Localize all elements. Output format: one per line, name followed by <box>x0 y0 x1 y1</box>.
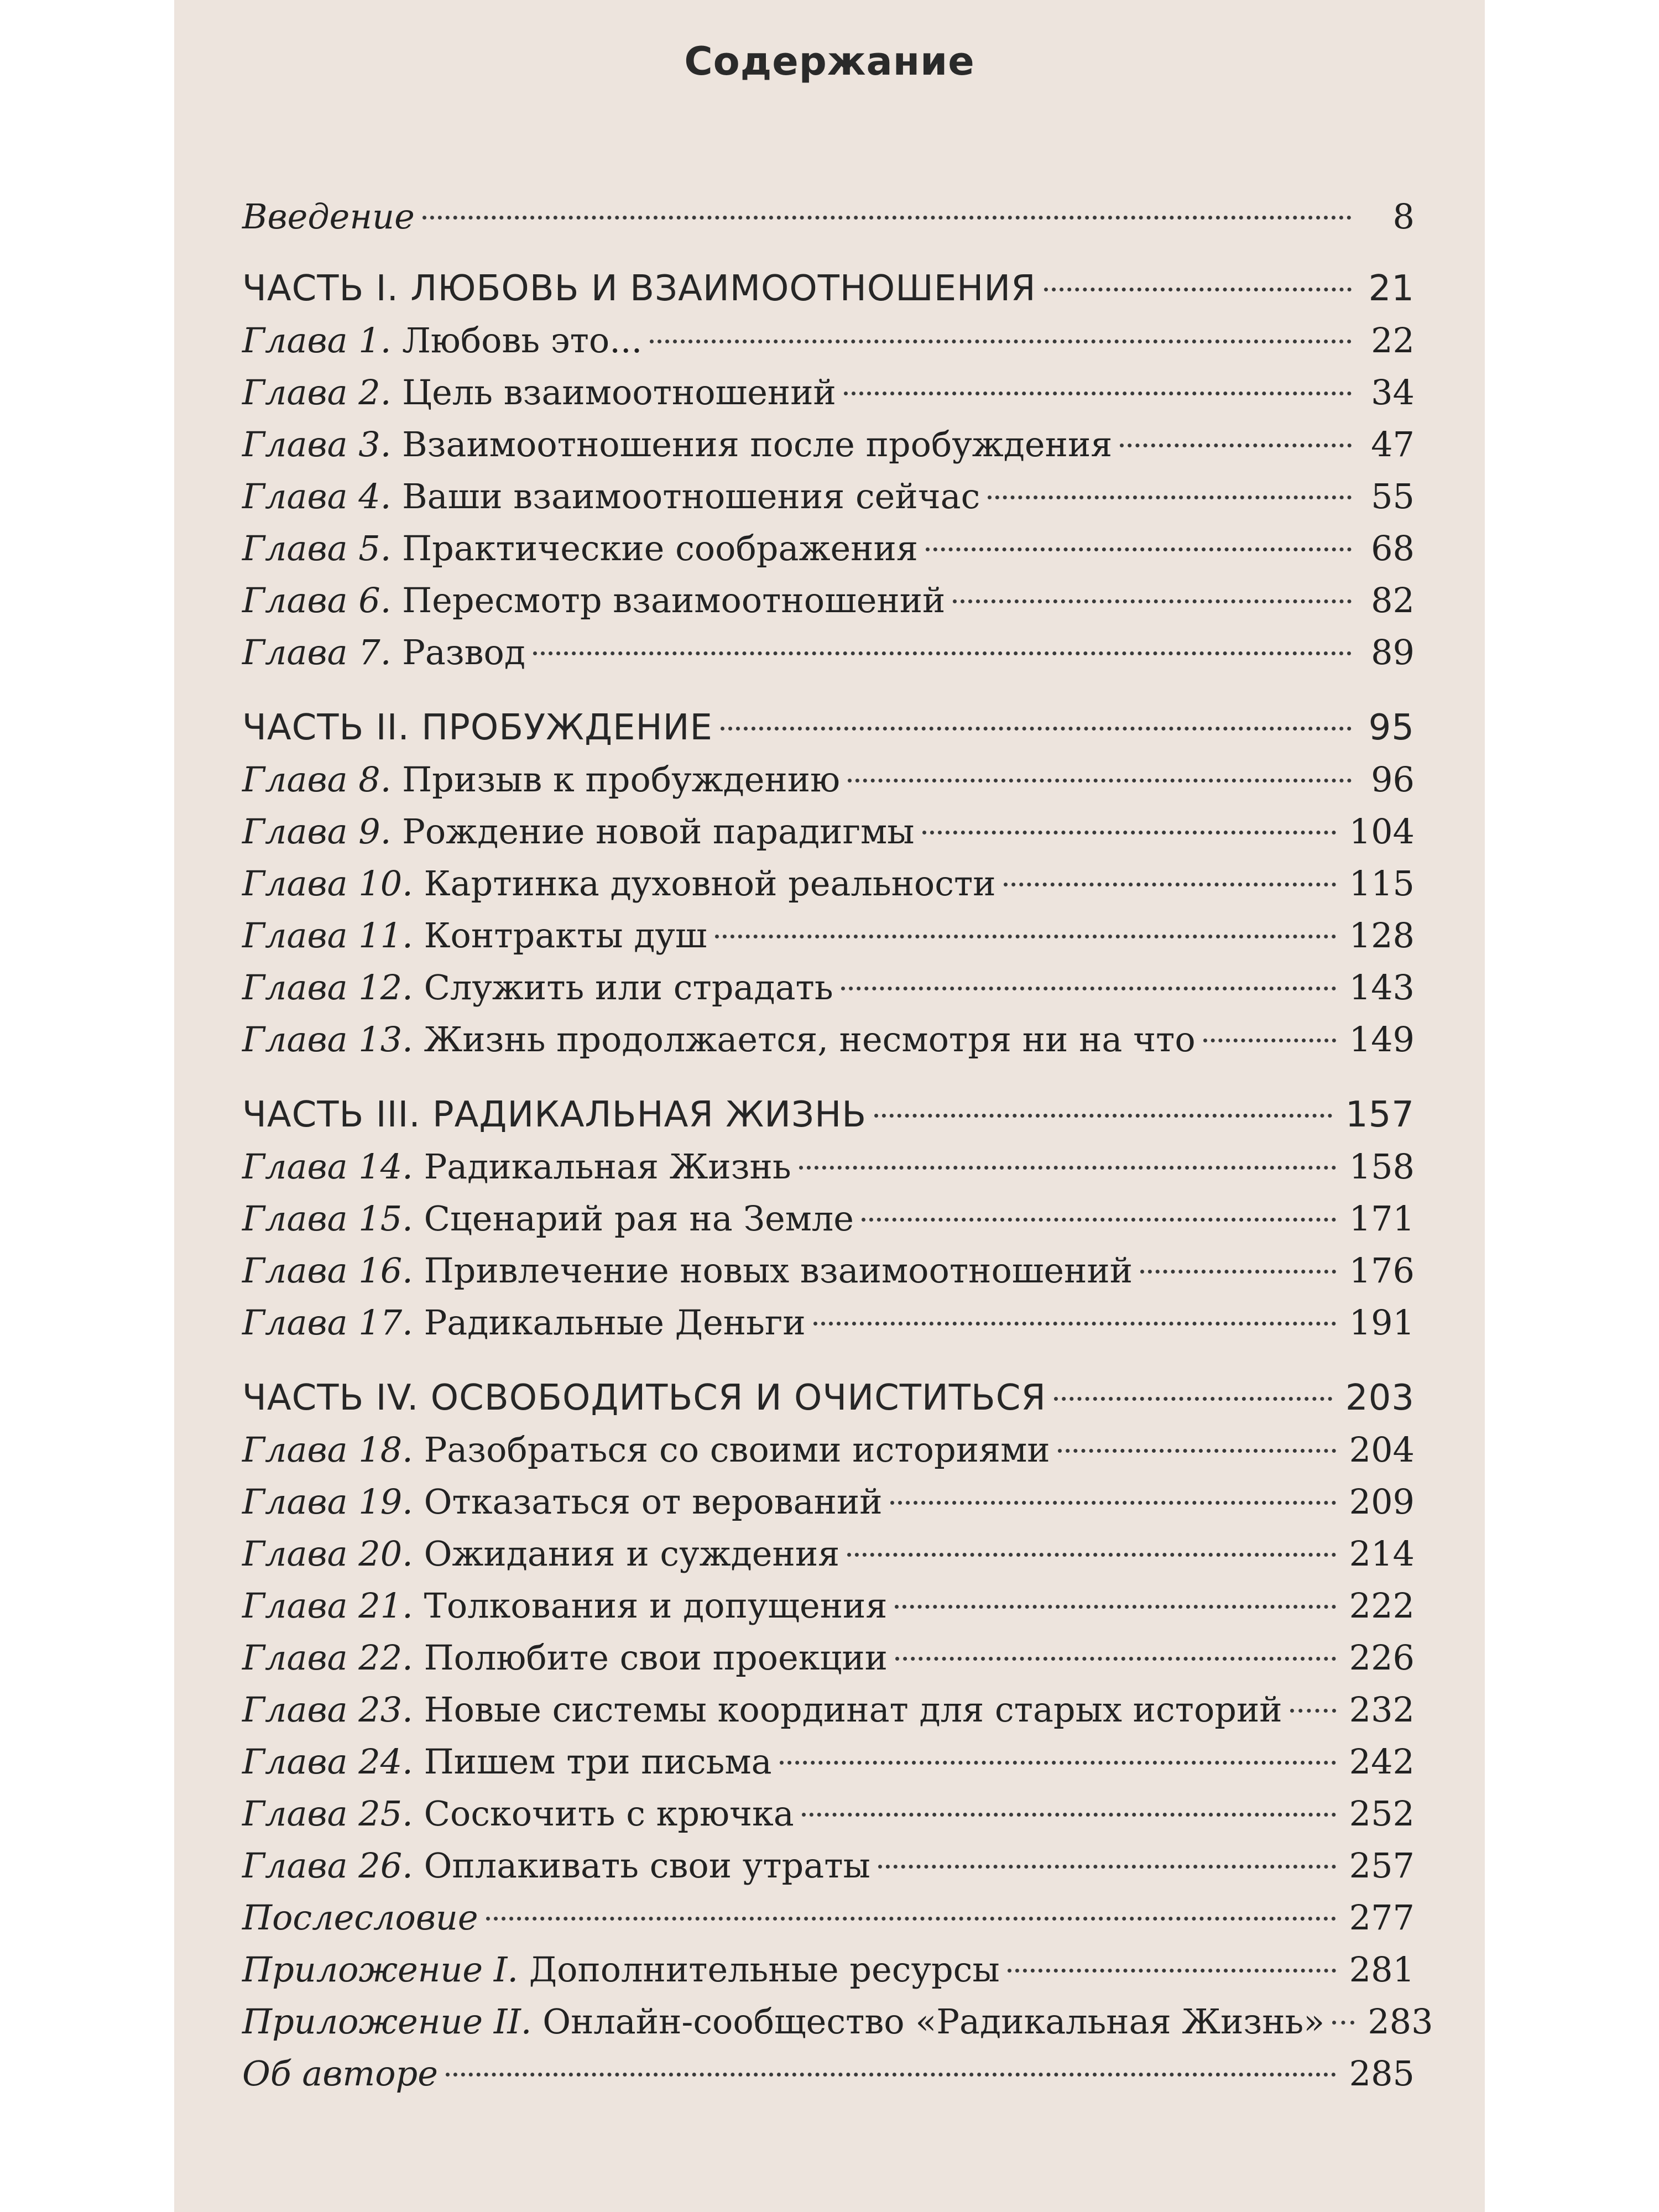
toc-entry-title <box>242 858 996 910</box>
toc-entry-title <box>242 575 945 627</box>
toc-entry-label: Глава 6. <box>242 580 392 620</box>
toc-entry-name: Оплакивать свои утраты <box>413 1845 870 1886</box>
toc-part-heading <box>242 263 1415 315</box>
toc-entry <box>242 1944 1415 1996</box>
toc-page-number: 226 <box>1349 1637 1415 1678</box>
toc-entry-title <box>242 1944 1000 1996</box>
toc-entry-title <box>242 1245 1133 1297</box>
toc-entry-name: Контракты душ <box>413 915 707 956</box>
toc-entry <box>242 1996 1433 2048</box>
toc-entry <box>242 1297 1415 1349</box>
toc-entry-label: Глава 9. <box>242 811 392 852</box>
toc-entry-label: Глава 8. <box>242 759 392 800</box>
toc-entry-name: Ваши взаимоотношения сейчас <box>391 476 980 517</box>
toc-entry-label: Глава 5. <box>242 528 392 568</box>
toc-entry-title <box>242 191 415 243</box>
toc-entry-name: Рождение новой парадигмы <box>391 811 915 852</box>
toc-entry-title <box>242 806 915 858</box>
toc-entry-label: Глава 21. <box>242 1585 413 1626</box>
toc-entry-label: Приложение II. <box>242 2001 532 2042</box>
toc-entry-label: Глава 7. <box>242 632 392 672</box>
dot-leader <box>953 599 1352 603</box>
toc-entry-title <box>242 1476 883 1528</box>
toc-page-number: 143 <box>1349 967 1415 1008</box>
toc-entry-title <box>242 2048 438 2100</box>
toc-page-number: 82 <box>1371 580 1415 620</box>
toc-entry-title <box>242 1684 1282 1736</box>
toc-entry-name: Взаимоотношения после пробуждения <box>391 424 1113 465</box>
dot-leader <box>1332 2021 1354 2025</box>
toc-page-number: 55 <box>1371 476 1415 517</box>
toc-page-number: 68 <box>1371 528 1415 568</box>
toc-entry-name: Жизнь продолжается, несмотря ни на что <box>413 1019 1196 1060</box>
dot-leader <box>988 495 1352 499</box>
toc-entry-name: Любовь это... <box>391 320 643 361</box>
toc-entry-name: Новые системы координат для старых историй <box>413 1689 1282 1730</box>
toc-entry-name: Радикальная Жизнь <box>413 1146 791 1187</box>
toc-entry-name: Пишем три письма <box>413 1741 772 1782</box>
toc-page-number: 158 <box>1349 1146 1415 1187</box>
dot-leader <box>848 779 1352 782</box>
dot-leader <box>1203 1039 1336 1042</box>
toc-entry-name: Полюбите свои проекции <box>413 1637 888 1678</box>
toc-entry-name: Сценарий рая на Земле <box>413 1198 854 1239</box>
toc-entry <box>242 1476 1415 1528</box>
toc-entry <box>242 858 1415 910</box>
toc-entry-title <box>242 910 707 962</box>
toc-page-number: 171 <box>1349 1198 1415 1239</box>
toc-entry <box>242 191 1415 243</box>
toc-page-number: 204 <box>1349 1430 1415 1470</box>
toc-entry-name: Картинка духовной реальности <box>413 863 996 904</box>
dot-leader <box>422 216 1352 220</box>
toc-page-number: 96 <box>1371 759 1415 800</box>
toc-entry-name: Служить или страдать <box>413 967 833 1008</box>
dot-leader <box>813 1322 1336 1326</box>
toc-page-number: 22 <box>1371 320 1415 361</box>
toc-page-number: 285 <box>1349 2053 1415 2094</box>
toc-entry-title <box>242 1736 772 1788</box>
toc-entry-title <box>242 1014 1196 1066</box>
toc-entry-title <box>242 1632 888 1684</box>
toc-entry-name: Ожидания и суждения <box>413 1533 840 1574</box>
toc-entry-label: Глава 16. <box>242 1250 413 1291</box>
toc-entry-title <box>242 471 980 523</box>
toc-entry <box>242 1580 1415 1632</box>
dot-leader <box>1290 1709 1336 1713</box>
dot-leader <box>895 1605 1335 1609</box>
toc-entry-title <box>242 1141 791 1193</box>
toc-page-number: 128 <box>1349 915 1415 956</box>
toc-entry <box>242 754 1415 806</box>
toc-entry-title <box>242 1528 839 1580</box>
toc-entry-label: Глава 19. <box>242 1481 413 1522</box>
toc-entry <box>242 1788 1415 1840</box>
toc-page-number: 47 <box>1371 424 1415 465</box>
toc-entry-title <box>242 1580 887 1632</box>
dot-leader <box>878 1865 1336 1869</box>
dot-leader <box>721 727 1352 731</box>
toc-entry <box>242 1245 1415 1297</box>
toc-entry-label: Об авторе <box>242 2053 438 2094</box>
toc-entry-label: Глава 24. <box>242 1741 413 1782</box>
dot-leader <box>533 651 1352 655</box>
toc-entry-name: Толкования и допущения <box>413 1585 888 1626</box>
dot-leader <box>895 1657 1336 1661</box>
dot-leader <box>862 1218 1336 1222</box>
toc-part-title: ЧАСТЬ I. ЛЮБОВЬ И ВЗАИМООТНОШЕНИЯ <box>242 268 1036 309</box>
toc-page-number: 21 <box>1368 268 1415 309</box>
toc-entry-name: Цель взаимоотношений <box>391 372 836 413</box>
toc-page-number: 34 <box>1371 372 1415 413</box>
toc-entry <box>242 471 1415 523</box>
toc-entry-title <box>242 367 836 419</box>
dot-leader <box>1008 1969 1336 1973</box>
toc-entry <box>242 627 1415 679</box>
toc-entry <box>242 523 1415 575</box>
toc-entry-title <box>242 315 642 367</box>
toc-entry-name: Развод <box>391 632 526 672</box>
toc-entry-name: Практические соображения <box>391 528 918 568</box>
toc-entry-label: Глава 2. <box>242 372 392 413</box>
toc-page-number: 214 <box>1349 1533 1415 1574</box>
toc-entry-title <box>242 1193 854 1245</box>
toc-entry <box>242 367 1415 419</box>
toc-entry <box>242 962 1415 1014</box>
toc-entry-name: Призыв к пробуждению <box>391 759 841 800</box>
dot-leader <box>847 1553 1335 1557</box>
toc-entry-name: Дополнительные ресурсы <box>518 1949 1000 1990</box>
toc-entry-label: Глава 4. <box>242 476 392 517</box>
toc-entry <box>242 1141 1415 1193</box>
toc-page-number: 222 <box>1349 1585 1415 1626</box>
toc-page-number: 281 <box>1349 1949 1415 1990</box>
toc-page-number: 203 <box>1345 1378 1415 1418</box>
toc-entry <box>242 806 1415 858</box>
toc-entry-title <box>242 1996 1324 2048</box>
toc-page-number: 232 <box>1349 1689 1415 1730</box>
dot-leader <box>715 935 1336 938</box>
toc-page-number: 191 <box>1349 1302 1415 1343</box>
toc-entry <box>242 1892 1415 1944</box>
toc-entry <box>242 910 1415 962</box>
dot-leader <box>1004 883 1336 886</box>
toc-part-title: ЧАСТЬ III. РАДИКАЛЬНАЯ ЖИЗНЬ <box>242 1094 867 1135</box>
toc-entry-name: Привлечение новых взаимоотношений <box>413 1250 1133 1291</box>
dot-leader <box>650 340 1352 343</box>
toc-page-number: 95 <box>1368 707 1415 748</box>
toc-page-number: 209 <box>1349 1481 1415 1522</box>
toc-entry-title <box>242 1788 794 1840</box>
dot-leader <box>890 1501 1336 1505</box>
toc-entry-label: Глава 1. <box>242 320 392 361</box>
toc-entry-label: Глава 11. <box>242 915 413 956</box>
dot-leader <box>844 392 1352 395</box>
dot-leader <box>446 2073 1336 2077</box>
toc-entry-name: Пересмотр взаимоотношений <box>391 580 946 620</box>
dot-leader <box>922 831 1336 834</box>
toc-entry-label: Глава 15. <box>242 1198 413 1239</box>
toc-entry <box>242 575 1415 627</box>
toc-entry-name: Онлайн-сообщество «Радикальная Жизнь» <box>531 2001 1325 2042</box>
dot-leader <box>926 547 1352 551</box>
toc-page-number: 157 <box>1345 1094 1415 1135</box>
dot-leader <box>486 1917 1336 1921</box>
toc-entry <box>242 1632 1415 1684</box>
toc-page-number: 149 <box>1349 1019 1415 1060</box>
toc-entry-label: Послесловие <box>242 1897 478 1938</box>
toc-entry-title <box>242 962 833 1014</box>
dot-leader <box>1120 444 1352 447</box>
book-page <box>174 0 1485 2212</box>
dot-leader <box>874 1114 1332 1118</box>
toc-entry-label: Глава 26. <box>242 1845 413 1886</box>
toc-part-heading <box>242 1372 1415 1424</box>
toc-entry <box>242 419 1415 471</box>
dot-leader <box>1044 288 1352 291</box>
toc-entry-label: Глава 18. <box>242 1430 413 1470</box>
toc-entry-name: Соскочить с крючка <box>413 1793 794 1834</box>
toc-entry-label: Глава 10. <box>242 863 413 904</box>
toc-entry <box>242 1736 1415 1788</box>
toc-page-number: 257 <box>1349 1845 1415 1886</box>
toc-page-number: 242 <box>1349 1741 1415 1782</box>
toc-page-number: 8 <box>1392 196 1415 237</box>
toc-entry <box>242 1528 1415 1580</box>
toc-entry-title <box>242 523 918 575</box>
toc-part-heading <box>242 1089 1415 1141</box>
toc-entry-title <box>242 1297 806 1349</box>
toc-entry-label: Глава 3. <box>242 424 392 465</box>
toc-entry-name: Отказаться от верований <box>413 1481 883 1522</box>
toc-entry-label: Глава 13. <box>242 1019 413 1060</box>
toc-part-heading <box>242 702 1415 754</box>
dot-leader <box>1058 1449 1336 1453</box>
toc-entry-label: Введение <box>242 196 415 237</box>
toc-entry-title <box>242 627 525 679</box>
toc-entry-title <box>242 1892 478 1944</box>
toc-page-number: 104 <box>1349 811 1415 852</box>
dot-leader <box>802 1813 1336 1817</box>
toc-entry <box>242 2048 1415 2100</box>
toc-page-number: 252 <box>1349 1793 1415 1834</box>
toc-entry <box>242 1840 1415 1892</box>
toc-entry-label: Глава 22. <box>242 1637 413 1678</box>
toc-entry-title <box>242 1840 870 1892</box>
table-of-contents <box>242 191 1433 2100</box>
page-title: Содержание <box>684 39 975 84</box>
dot-leader <box>780 1761 1336 1765</box>
toc-entry-name: Радикальные Деньги <box>413 1302 806 1343</box>
dot-leader <box>799 1166 1336 1170</box>
toc-entry <box>242 1014 1415 1066</box>
toc-part-title: ЧАСТЬ II. ПРОБУЖДЕНИЕ <box>242 707 713 748</box>
toc-entry <box>242 315 1415 367</box>
toc-page-number: 176 <box>1349 1250 1415 1291</box>
dot-leader <box>841 987 1336 990</box>
toc-part-title: ЧАСТЬ IV. ОСВОБОДИТЬСЯ И ОЧИСТИТЬСЯ <box>242 1378 1046 1418</box>
toc-entry-label: Глава 20. <box>242 1533 413 1574</box>
toc-entry-title <box>242 1424 1050 1476</box>
dot-leader <box>1140 1270 1336 1274</box>
toc-entry <box>242 1424 1415 1476</box>
toc-entry-label: Глава 14. <box>242 1146 413 1187</box>
toc-entry-label: Глава 17. <box>242 1302 413 1343</box>
toc-entry-label: Глава 12. <box>242 967 413 1008</box>
toc-page-number: 115 <box>1349 863 1415 904</box>
toc-entry-label: Глава 23. <box>242 1689 413 1730</box>
toc-page-number: 89 <box>1371 632 1415 672</box>
toc-entry-label: Глава 25. <box>242 1793 413 1834</box>
toc-entry <box>242 1193 1415 1245</box>
toc-page-number: 277 <box>1349 1897 1415 1938</box>
dot-leader <box>1054 1397 1332 1401</box>
toc-page-number: 283 <box>1368 2001 1433 2042</box>
toc-entry-label: Приложение I. <box>242 1949 519 1990</box>
toc-entry-name: Разобраться со своими историями <box>413 1430 1050 1470</box>
toc-entry-title <box>242 419 1112 471</box>
toc-entry <box>242 1684 1415 1736</box>
toc-entry-title <box>242 754 840 806</box>
